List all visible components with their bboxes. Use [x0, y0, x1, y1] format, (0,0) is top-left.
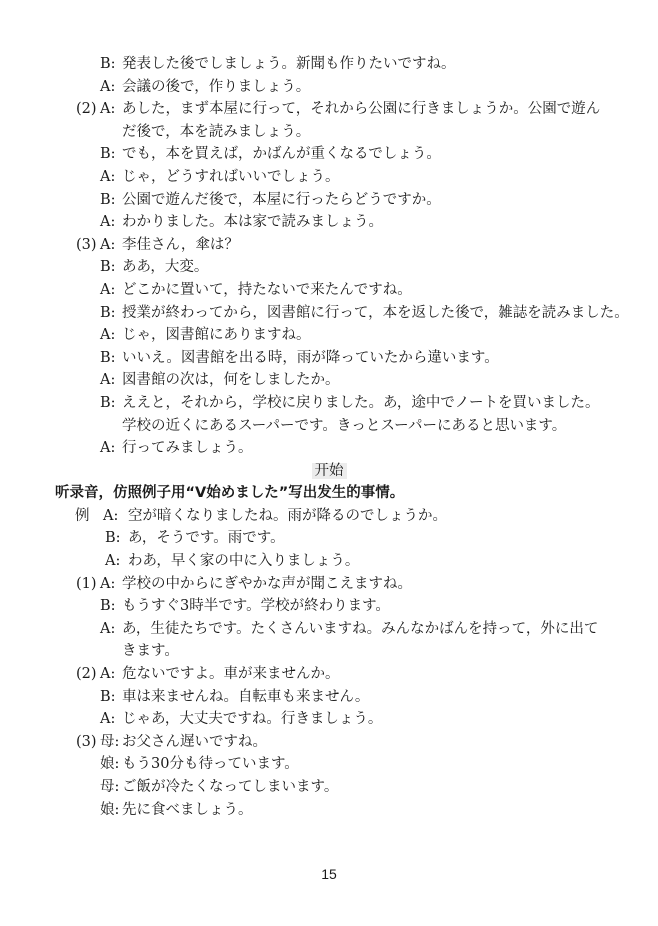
line-text: 図書館の次は，何をしましたか。 [122, 372, 340, 389]
dialogue-line [0, 347, 658, 370]
section-title [0, 460, 658, 483]
speaker-label: A: [100, 372, 116, 389]
dialogue-line [0, 234, 658, 257]
dialogue-line [0, 663, 658, 686]
line-text: 李佳さん，傘は？ [122, 236, 239, 253]
item-number: 例 [75, 507, 90, 524]
dialogue-line [0, 121, 658, 144]
speaker-label: A: [100, 711, 116, 728]
line-text: でも，本を買えば，かばんが重くなるでしょう。 [122, 146, 441, 163]
dialogue-line [0, 143, 658, 166]
dialogue-line [0, 279, 658, 302]
speaker-label: B: [100, 349, 116, 366]
dialogue-line [0, 415, 658, 438]
dialogue-line [0, 256, 658, 279]
dialogue-line [0, 708, 658, 731]
dialogue-line [0, 369, 658, 392]
dialogue-line [0, 550, 658, 573]
dialogue-line [0, 618, 658, 641]
dialogue-line [0, 573, 658, 596]
line-text: だ後で，本を読みましょう。 [122, 123, 311, 140]
line-text: じゃ，どうすればいいでしょう。 [122, 168, 340, 185]
dialogue-line [0, 595, 658, 618]
speaker-label: A: [100, 168, 116, 185]
dialogue-line [0, 686, 658, 709]
page-number: 15 [321, 866, 337, 882]
line-text: もうすぐ3時半です。学校が終わります。 [122, 598, 390, 615]
line-text: ご飯が冷たくなってしまいます。 [122, 779, 339, 795]
line-text: 発表した後でしましょう。新聞も作りたいですね。 [122, 56, 456, 72]
speaker-label: B: [100, 598, 116, 615]
dialogue-line [0, 98, 658, 121]
dialogue-line [0, 640, 658, 663]
line-text: もう30分も待っています。 [122, 756, 299, 773]
speaker-label: B: [100, 191, 116, 208]
dialogue-line [0, 753, 658, 776]
speaker-label: A: [100, 440, 116, 457]
line-text: ああ，大変。 [122, 259, 209, 276]
line-text: きます。 [122, 643, 179, 660]
dialogue-line [0, 731, 658, 754]
line-text: あした，まず本屋に行って，それから公園に行きましょうか。公園で遊ん [122, 101, 601, 118]
dialogue-line [0, 392, 658, 415]
title-text: 开始 [312, 463, 347, 479]
line-text: 公園で遊んだ後で，本屋に行ったらどうですか。 [122, 191, 441, 208]
speaker-label: 娘: [100, 801, 120, 818]
speaker-label: B: [100, 259, 116, 276]
line-text: 空が暗くなりましたね。雨が降るのでしょうか。 [128, 507, 447, 524]
speaker-label: A: [100, 620, 116, 637]
speaker-label: 母: [100, 779, 120, 795]
dialogue-line [0, 166, 658, 189]
speaker-label: B: [100, 304, 116, 321]
speaker-label: A: [100, 666, 116, 683]
speaker-label: B: [100, 56, 116, 72]
line-text: あ，そうです。雨です。 [128, 530, 285, 547]
dialogue-line [0, 189, 658, 212]
line-text: わかりました。本は家で読みましょう。 [122, 214, 383, 231]
line-text: どこかに置いて，持たないで来たんですね。 [122, 281, 412, 298]
speaker-label: 娘: [100, 756, 120, 773]
dialogue-line [0, 799, 658, 822]
item-number: (2) [76, 101, 97, 118]
dialogue-line [0, 302, 658, 325]
line-text: 行ってみましょう。 [122, 440, 253, 457]
line-text: あ，生徒たちです。たくさんいますね。みんなかばんを持って，外に出て [122, 620, 599, 637]
dialogue-line [0, 437, 658, 460]
line-text: いいえ。図書館を出る時，雨が降っていたから違います。 [122, 349, 499, 366]
dialogue-line [0, 324, 658, 347]
heading-text: 听录音，仿照例子用“V始めました”写出发生的事情。 [55, 485, 405, 502]
item-number: (1) [76, 575, 97, 592]
line-text: 車は来ませんね。自転車も来ません。 [122, 688, 370, 705]
speaker-label: B: [105, 530, 121, 547]
line-text: 学校の中からにぎやかな声が聞こえますね。 [122, 575, 412, 592]
document-body [0, 53, 658, 821]
speaker-label: A: [105, 553, 121, 570]
dialogue-line [0, 53, 658, 76]
speaker-label: A: [103, 507, 119, 524]
line-text: わあ，早く家の中に入りましょう。 [128, 553, 360, 570]
dialogue-line [0, 76, 658, 99]
speaker-label: A: [100, 101, 116, 118]
item-number: (3) [76, 236, 97, 253]
speaker-label: A: [100, 236, 116, 253]
speaker-label: B: [100, 688, 116, 705]
line-text: ええと，それから，学校に戻りました。あ，途中でノートを買いました。 [122, 394, 600, 411]
item-number: (2) [76, 666, 97, 683]
line-text: 会議の後で，作りましょう。 [122, 78, 311, 95]
line-text: 先に食べましょう。 [122, 801, 253, 818]
speaker-label: B: [100, 394, 116, 411]
speaker-label: A: [100, 327, 116, 344]
line-text: 授業が終わってから，図書館に行って，本を返した後で，雑誌を読みました。 [122, 304, 629, 321]
speaker-label: A: [100, 78, 116, 95]
speaker-label: A: [100, 214, 116, 231]
dialogue-line [0, 527, 658, 550]
line-text: じゃ，図書館にありますね。 [122, 327, 311, 344]
line-text: お父さん遅いですね。 [122, 733, 267, 750]
item-number: (3) [76, 733, 97, 750]
speaker-label: A: [100, 575, 116, 592]
dialogue-line [0, 505, 658, 528]
line-text: 学校の近くにあるスーパーです。きっとスーパーにあると思います。 [122, 417, 567, 434]
speaker-label: B: [100, 146, 116, 163]
dialogue-line [0, 211, 658, 234]
line-text: じゃあ，大丈夫ですね。行きましょう。 [122, 711, 383, 728]
speaker-label: 母: [100, 733, 120, 750]
line-text: 危ないですよ。車が来ませんか。 [122, 666, 340, 683]
dialogue-line [0, 776, 658, 799]
section-heading [0, 482, 658, 505]
speaker-label: A: [100, 281, 116, 298]
